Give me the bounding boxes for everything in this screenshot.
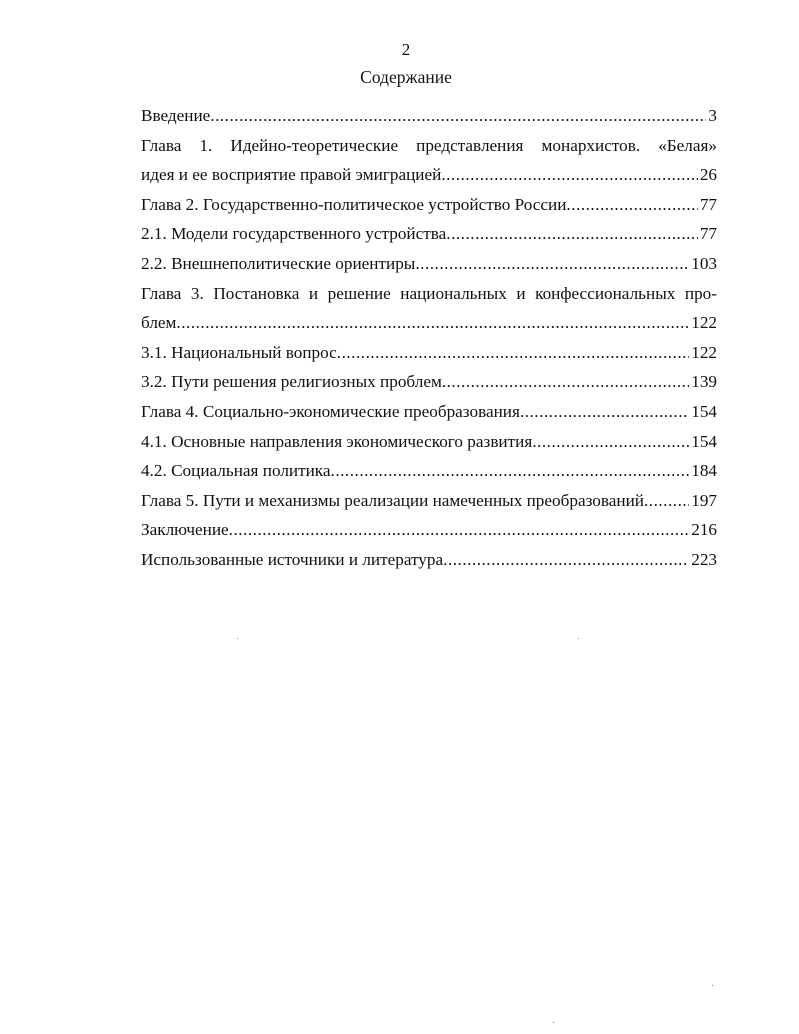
toc-entry-chapter-1-line-2: [141, 160, 717, 190]
toc-entry-text: блем: [141, 313, 177, 333]
toc-entry-text: 4.2. Социальная политика: [141, 461, 331, 481]
toc-entry-page: 77: [699, 194, 717, 214]
dot-leader: [229, 515, 690, 545]
dot-leader: [441, 160, 698, 190]
scan-speck: [237, 638, 238, 639]
toc-entry-page: 3: [708, 106, 717, 125]
toc-entry-section-4-1: [141, 427, 717, 457]
dot-leader: [443, 545, 689, 575]
toc-entry-introduction: [141, 101, 717, 131]
scan-speck: [712, 985, 713, 986]
toc-entry-page: 122: [691, 313, 717, 333]
toc-entry-text: Глава 3. Постановка и решение национальных и конфессиональных про-: [141, 283, 717, 303]
toc-entry-section-3-2: [141, 367, 717, 397]
toc-entry-page: 154: [691, 401, 717, 421]
toc-entry-page: 184: [691, 461, 717, 481]
toc-entry-text: Глава 1. Идейно-теоретические представления монархистов. «Белая»: [141, 135, 717, 155]
toc-entry-chapter-3-line-2: [141, 308, 717, 338]
toc-entry-page: 216: [691, 520, 717, 540]
toc-entry-chapter-1-line-1: [141, 131, 717, 161]
dot-leader: [566, 190, 697, 220]
dot-leader: [644, 486, 689, 516]
toc-entry-section-4-2: [141, 456, 717, 486]
scan-speck: [553, 1022, 554, 1023]
toc-entry-text: Глава 2. Государственно-политическое устройство России: [141, 194, 567, 214]
toc-entry-text: 4.1. Основные направления экономического развития: [141, 431, 533, 451]
dot-leader: [520, 397, 689, 427]
toc-entry-text: Использованные источники и литература: [141, 549, 444, 569]
toc-entry-chapter-3-line-1: [141, 279, 717, 309]
toc-entry-text: 3.1. Национальный вопрос: [141, 342, 337, 362]
toc-entry-text: Введение: [141, 106, 211, 125]
dot-leader: [210, 101, 706, 131]
toc-entry-page: 103: [691, 253, 717, 273]
toc-entry-text: Заключение: [141, 520, 229, 540]
toc-entry-text: 2.1. Модели государственного устройства: [141, 224, 447, 244]
toc-entry-page: 223: [691, 549, 717, 569]
dot-leader: [176, 308, 689, 338]
toc-entry-page: 77: [699, 224, 717, 244]
toc-entry-text: 2.2. Внешнеполитические ориентиры: [141, 253, 416, 273]
toc-entry-text: Глава 4. Социально-экономические преобразования: [141, 401, 520, 421]
toc-entry-text: 3.2. Пути решения религиозных проблем: [141, 372, 442, 392]
toc-entry-conclusion: [141, 515, 717, 545]
toc-entry-section-3-1: [141, 338, 717, 368]
dot-leader: [337, 338, 689, 368]
toc-entry-page: 122: [691, 342, 717, 362]
dot-leader: [532, 427, 689, 457]
toc-title: Содержание: [360, 67, 452, 87]
toc-entry-section-2-1: [141, 219, 717, 249]
toc-entry-chapter-2: [141, 190, 717, 220]
toc-entry-page: 139: [691, 372, 717, 392]
table-of-contents: [141, 101, 717, 575]
dot-leader: [415, 249, 689, 279]
page-number: 2: [401, 40, 411, 59]
toc-entry-chapter-5: [141, 486, 717, 516]
toc-entry-text: Глава 5. Пути и механизмы реализации намеченных преобразований: [141, 490, 644, 510]
toc-entry-section-2-2: [141, 249, 717, 279]
toc-entry-page: 26: [699, 165, 717, 185]
toc-entry-page: 154: [691, 431, 717, 451]
toc-entry-chapter-4: [141, 397, 717, 427]
dot-leader: [442, 367, 689, 397]
dot-leader: [331, 456, 690, 486]
toc-entry-references: [141, 545, 717, 575]
dot-leader: [446, 219, 698, 249]
scan-speck: [578, 638, 579, 639]
toc-entry-text: идея и ее восприятие правой эмиграцией: [141, 165, 442, 185]
toc-entry-page: 197: [691, 490, 717, 510]
